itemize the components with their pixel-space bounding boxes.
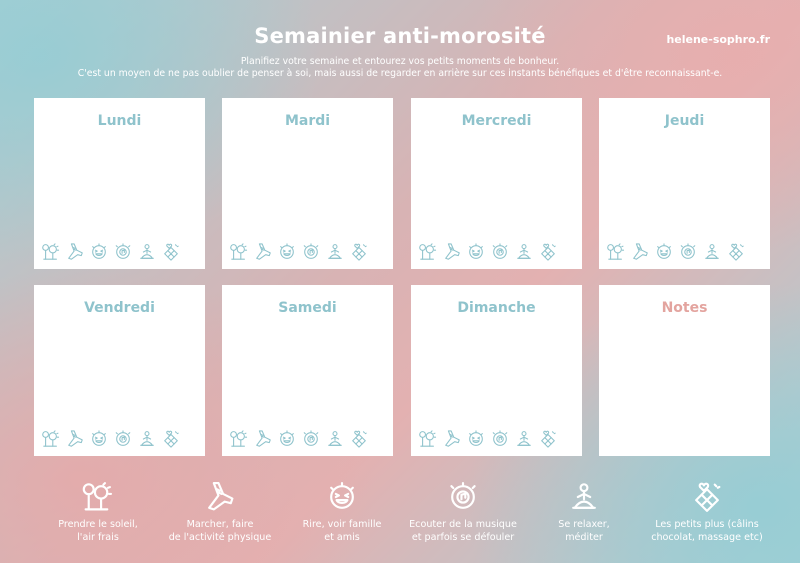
music-disc-icon (491, 241, 509, 263)
laughing-face-icon (90, 428, 108, 450)
shoe-icon (66, 428, 84, 450)
music-disc-icon (114, 428, 132, 450)
chocolate-heart-icon (539, 428, 557, 450)
tree-sun-icon (33, 480, 163, 514)
tree-sun-icon (230, 428, 248, 450)
page-title: Semainier anti-morosité (254, 24, 546, 48)
music-disc-icon (302, 428, 320, 450)
tree-sun-icon (419, 241, 437, 263)
meditation-icon (138, 241, 156, 263)
tree-sun-icon (42, 428, 60, 450)
legend-item-musique (398, 480, 528, 544)
day-card-lundi (34, 98, 205, 269)
laughing-face-icon (467, 241, 485, 263)
tree-sun-icon (607, 241, 625, 263)
activity-icons (42, 428, 180, 450)
shoe-icon (443, 428, 461, 450)
legend-text: Prendre le soleil, l'air frais (58, 519, 138, 543)
shoe-icon (155, 480, 285, 514)
laughing-face-icon (90, 428, 108, 450)
chocolate-heart-icon (539, 241, 557, 263)
meditation-icon (326, 241, 344, 263)
legend-text: Les petits plus (câlins chocolat, massage etc) (651, 519, 763, 543)
tree-sun-icon (419, 241, 437, 263)
tree-sun-icon (230, 241, 248, 263)
activity-icons (230, 428, 368, 450)
day-card-mardi (222, 98, 393, 269)
day-label: Jeudi (664, 113, 705, 129)
meditation-icon (326, 241, 344, 263)
shoe-icon (631, 241, 649, 263)
legend-item-relaxer (519, 480, 649, 544)
chocolate-heart-icon (350, 428, 368, 450)
activity-icons (607, 241, 745, 263)
legend-item-soleil (33, 480, 163, 544)
tree-sun-icon (419, 428, 437, 450)
shoe-icon (443, 241, 461, 263)
meditation-icon (515, 241, 533, 263)
chocolate-heart-icon (162, 241, 180, 263)
legend-item-marcher (155, 480, 285, 544)
music-disc-icon (398, 480, 528, 514)
meditation-icon (138, 428, 156, 450)
day-card-samedi (222, 285, 393, 456)
meditation-icon (519, 480, 649, 514)
laughing-face-icon (278, 241, 296, 263)
chocolate-heart-icon (350, 241, 368, 263)
laughing-face-icon (278, 428, 296, 450)
meditation-icon (515, 428, 533, 450)
tree-sun-icon (81, 480, 115, 514)
laughing-face-icon (277, 480, 407, 514)
music-disc-icon (114, 241, 132, 263)
notes-label: Notes (661, 300, 708, 316)
notes-card (599, 285, 770, 456)
chocolate-heart-icon (162, 428, 180, 450)
day-label: Mercredi (461, 113, 532, 129)
day-card-jeudi (599, 98, 770, 269)
legend-text: Ecouter de la musique et parfois se défouler (409, 519, 517, 543)
tree-sun-icon (419, 428, 437, 450)
activity-icons (419, 241, 557, 263)
legend-text: Rire, voir famille et amis (302, 519, 382, 543)
laughing-face-icon (467, 241, 485, 263)
tree-sun-icon (42, 428, 60, 450)
shoe-icon (254, 428, 272, 450)
laughing-face-icon (655, 241, 673, 263)
tree-sun-icon (42, 241, 60, 263)
chocolate-heart-icon (690, 480, 724, 514)
shoe-icon (631, 241, 649, 263)
day-label: Lundi (97, 113, 142, 129)
subtitle-line-1: Planifiez votre semaine et entourez vos petits moments de bonheur. (240, 56, 560, 67)
day-label: Dimanche (457, 300, 536, 316)
legend-text: Marcher, faire de l'activité physique (168, 519, 272, 543)
chocolate-heart-icon (162, 428, 180, 450)
music-disc-icon (679, 241, 697, 263)
meditation-icon (326, 428, 344, 450)
chocolate-heart-icon (642, 480, 772, 514)
shoe-icon (203, 480, 237, 514)
music-disc-icon (491, 428, 509, 450)
music-disc-icon (302, 241, 320, 263)
music-disc-icon (679, 241, 697, 263)
laughing-face-icon (325, 480, 359, 514)
day-card-mercredi (411, 98, 582, 269)
chocolate-heart-icon (727, 241, 745, 263)
chocolate-heart-icon (727, 241, 745, 263)
day-card-dimanche (411, 285, 582, 456)
shoe-icon (254, 428, 272, 450)
shoe-icon (254, 241, 272, 263)
meditation-icon (138, 241, 156, 263)
music-disc-icon (114, 241, 132, 263)
shoe-icon (66, 428, 84, 450)
laughing-face-icon (467, 428, 485, 450)
music-disc-icon (302, 428, 320, 450)
chocolate-heart-icon (162, 241, 180, 263)
shoe-icon (443, 428, 461, 450)
meditation-icon (515, 428, 533, 450)
chocolate-heart-icon (350, 428, 368, 450)
day-label: Vendredi (84, 300, 155, 316)
meditation-icon (703, 241, 721, 263)
laughing-face-icon (278, 241, 296, 263)
tree-sun-icon (230, 241, 248, 263)
subtitle (0, 56, 800, 80)
day-label: Mardi (284, 113, 331, 129)
music-disc-icon (302, 241, 320, 263)
activity-icons (230, 241, 368, 263)
shoe-icon (254, 241, 272, 263)
shoe-icon (66, 241, 84, 263)
laughing-face-icon (90, 241, 108, 263)
meditation-icon (703, 241, 721, 263)
laughing-face-icon (655, 241, 673, 263)
laughing-face-icon (90, 241, 108, 263)
chocolate-heart-icon (539, 428, 557, 450)
meditation-icon (515, 241, 533, 263)
music-disc-icon (491, 428, 509, 450)
site-url: helene-sophro.fr (666, 33, 770, 46)
laughing-face-icon (467, 428, 485, 450)
meditation-icon (567, 480, 601, 514)
subtitle-line-2: C'est un moyen de ne pas oublier de penser à soi, mais aussi de regarder en arrière sur ces instants bénéfiques et d'être reconnaissant-e. (77, 68, 723, 79)
legend-text: Se relaxer, méditer (558, 519, 610, 543)
meditation-icon (326, 428, 344, 450)
legend-item-rire (277, 480, 407, 544)
chocolate-heart-icon (539, 241, 557, 263)
tree-sun-icon (607, 241, 625, 263)
shoe-icon (66, 241, 84, 263)
day-card-vendredi (34, 285, 205, 456)
legend-item-petits-plus (642, 480, 772, 544)
chocolate-heart-icon (350, 241, 368, 263)
tree-sun-icon (230, 428, 248, 450)
tree-sun-icon (42, 241, 60, 263)
music-disc-icon (114, 428, 132, 450)
music-disc-icon (446, 480, 480, 514)
music-disc-icon (491, 241, 509, 263)
activity-icons (419, 428, 557, 450)
shoe-icon (443, 241, 461, 263)
meditation-icon (138, 428, 156, 450)
activity-icons (42, 241, 180, 263)
day-label: Samedi (278, 300, 337, 316)
laughing-face-icon (278, 428, 296, 450)
